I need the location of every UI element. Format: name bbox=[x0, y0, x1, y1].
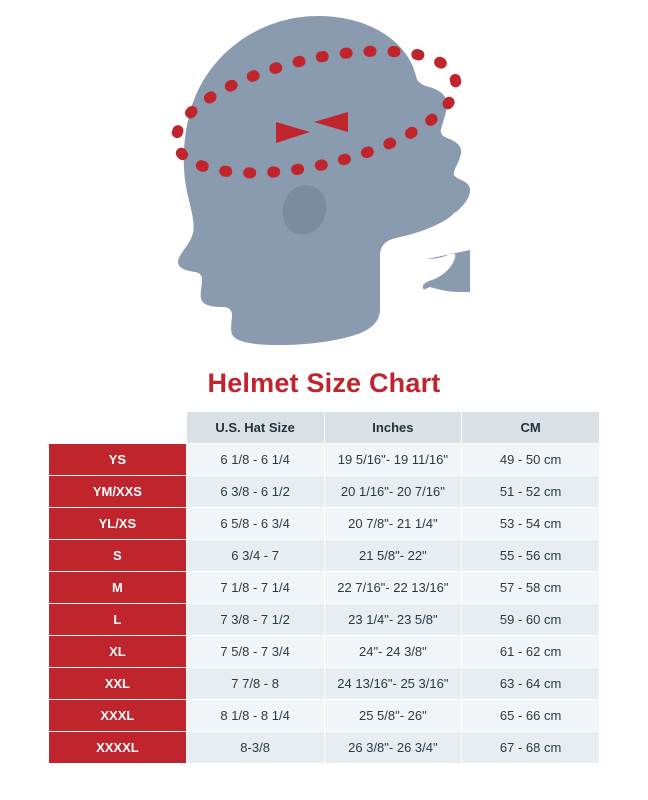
table-header bbox=[49, 412, 600, 444]
row-inches: 23 1/4"- 23 5/8" bbox=[324, 604, 462, 636]
table-row bbox=[49, 476, 600, 508]
table-row bbox=[49, 540, 600, 572]
row-hat-size: 8 1/8 - 8 1/4 bbox=[186, 700, 324, 732]
table-row bbox=[49, 444, 600, 476]
row-hat-size: 6 1/8 - 6 1/4 bbox=[186, 444, 324, 476]
row-hat-size: 7 1/8 - 7 1/4 bbox=[186, 572, 324, 604]
row-size-label: YS bbox=[49, 444, 187, 476]
table-header-cm: CM bbox=[462, 412, 600, 444]
row-size-label: M bbox=[49, 572, 187, 604]
row-inches: 24"- 24 3/8" bbox=[324, 636, 462, 668]
row-size-label: YM/XXS bbox=[49, 476, 187, 508]
table-header-hat-size: U.S. Hat Size bbox=[186, 412, 324, 444]
row-cm: 61 - 62 cm bbox=[462, 636, 600, 668]
row-cm: 57 - 58 cm bbox=[462, 572, 600, 604]
row-inches: 20 7/8"- 21 1/4" bbox=[324, 508, 462, 540]
size-chart-table-wrapper bbox=[48, 411, 600, 764]
table-row bbox=[49, 508, 600, 540]
row-size-label: XXXXL bbox=[49, 732, 187, 764]
row-cm: 67 - 68 cm bbox=[462, 732, 600, 764]
table-row bbox=[49, 636, 600, 668]
row-size-label: YL/XS bbox=[49, 508, 187, 540]
row-cm: 55 - 56 cm bbox=[462, 540, 600, 572]
page-title: Helmet Size Chart bbox=[207, 368, 441, 398]
table-row bbox=[49, 572, 600, 604]
table-header-corner bbox=[49, 412, 187, 444]
row-hat-size: 8-3/8 bbox=[186, 732, 324, 764]
row-cm: 63 - 64 cm bbox=[462, 668, 600, 700]
table-row bbox=[49, 732, 600, 764]
row-hat-size: 6 3/8 - 6 1/2 bbox=[186, 476, 324, 508]
row-inches: 26 3/8"- 26 3/4" bbox=[324, 732, 462, 764]
row-cm: 53 - 54 cm bbox=[462, 508, 600, 540]
row-size-label: L bbox=[49, 604, 187, 636]
row-size-label: XXXL bbox=[49, 700, 187, 732]
row-cm: 51 - 52 cm bbox=[462, 476, 600, 508]
row-hat-size: 6 3/4 - 7 bbox=[186, 540, 324, 572]
table-header-inches: Inches bbox=[324, 412, 462, 444]
table-row bbox=[49, 668, 600, 700]
row-inches: 20 1/16"- 20 7/16" bbox=[324, 476, 462, 508]
row-hat-size: 6 5/8 - 6 3/4 bbox=[186, 508, 324, 540]
table-row bbox=[49, 604, 600, 636]
row-size-label: S bbox=[49, 540, 187, 572]
row-inches: 25 5/8"- 26" bbox=[324, 700, 462, 732]
row-inches: 19 5/16"- 19 11/16" bbox=[324, 444, 462, 476]
row-cm: 59 - 60 cm bbox=[462, 604, 600, 636]
table-body bbox=[49, 444, 600, 764]
row-inches: 21 5/8"- 22" bbox=[324, 540, 462, 572]
row-cm: 65 - 66 cm bbox=[462, 700, 600, 732]
row-hat-size: 7 3/8 - 7 1/2 bbox=[186, 604, 324, 636]
table-header-row bbox=[49, 412, 600, 444]
table-row bbox=[49, 700, 600, 732]
row-hat-size: 7 7/8 - 8 bbox=[186, 668, 324, 700]
row-inches: 22 7/16"- 22 13/16" bbox=[324, 572, 462, 604]
row-inches: 24 13/16"- 25 3/16" bbox=[324, 668, 462, 700]
row-size-label: XL bbox=[49, 636, 187, 668]
row-cm: 49 - 50 cm bbox=[462, 444, 600, 476]
head-measurement-illustration bbox=[0, 0, 648, 360]
row-hat-size: 7 5/8 - 7 3/4 bbox=[186, 636, 324, 668]
row-size-label: XXL bbox=[49, 668, 187, 700]
size-chart-table bbox=[48, 411, 600, 764]
